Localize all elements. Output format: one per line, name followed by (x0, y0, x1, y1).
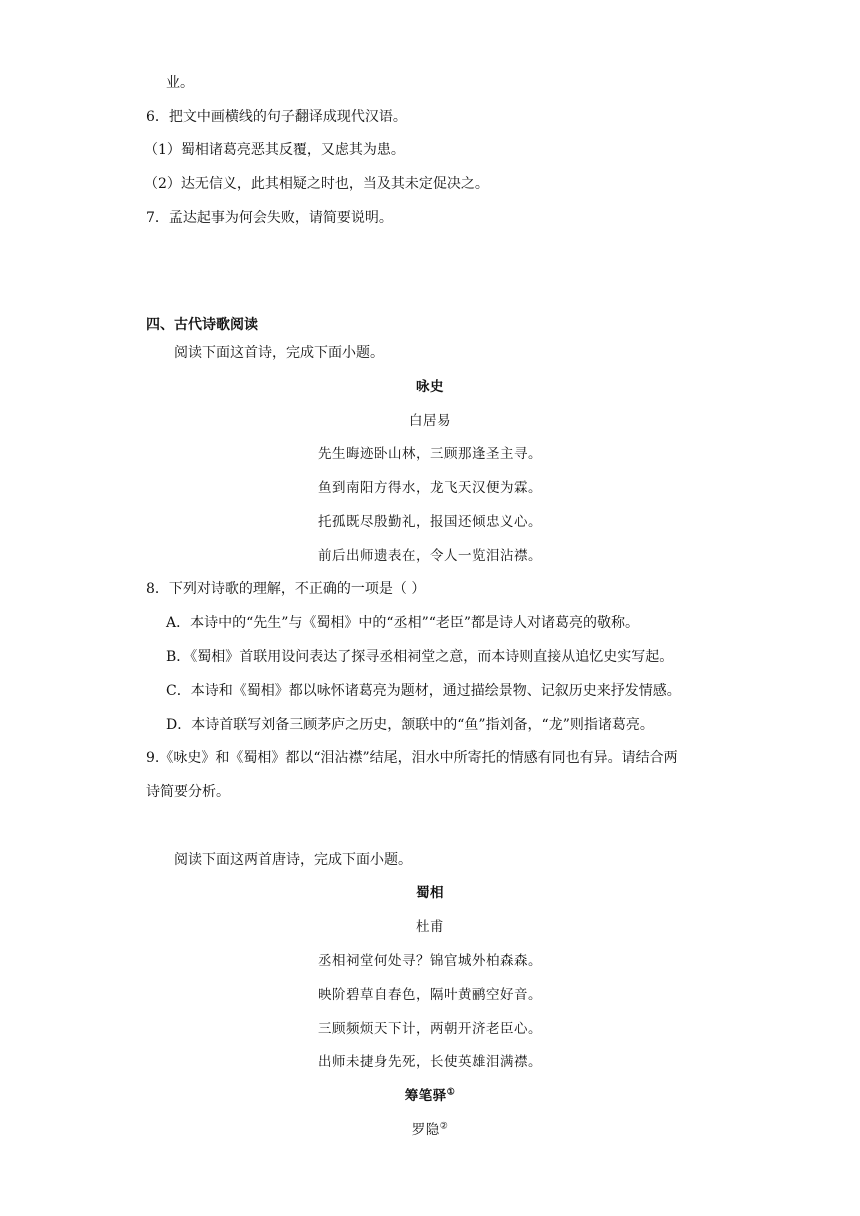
poem-2-intro: 阅读下面这两首唐诗，完成下面小题。 (174, 852, 412, 868)
poem-2-line-1: 丞相祠堂何处寻？锦官城外柏森森。 (318, 953, 542, 969)
footnote-marker-2: ② (439, 1121, 449, 1132)
question-6-stem: 6．把文中画横线的句子翻译成现代汉语。 (146, 109, 407, 125)
poem-2-line-3: 三顾频烦天下计，两朝开济老臣心。 (318, 1021, 542, 1037)
poem-3-title (0, 1086, 860, 1106)
poem-3-title-text: 筹笔驿 (404, 1088, 447, 1104)
question-9-line-1: 9.《咏史》和《蜀相》都以“泪沾襟”结尾，泪水中所寄托的情感有同也有异。请结合两 (146, 750, 678, 766)
question-7: 7．孟达起事为何会失败，请简要说明。 (146, 210, 393, 226)
question-6-item-2: （2）达无信义，此其相疑之时也，当及其未定促决之。 (144, 176, 489, 192)
poem-1-intro: 阅读下面这首诗，完成下面小题。 (174, 345, 384, 361)
poem-1-line-1: 先生晦迹卧山林，三顾那逢圣主寻。 (318, 446, 542, 462)
top-fragment: 业。 (166, 75, 194, 91)
poem-1-title: 咏史 (416, 379, 444, 395)
question-9-line-2: 诗简要分析。 (146, 784, 230, 800)
poem-2-line-4: 出师未捷身先死，长使英雄泪满襟。 (318, 1054, 542, 1070)
poem-2-author: 杜甫 (416, 919, 444, 935)
poem-3-author-text: 罗隐 (411, 1122, 440, 1138)
question-6-item-1: （1）蜀相诸葛亮恶其反覆，又虑其为患。 (144, 142, 405, 158)
question-8-option-c: C．本诗和《蜀相》都以咏怀诸葛亮为题材，通过描绘景物、记叙历史来抒发情感。 (166, 683, 681, 699)
question-8-stem: 8．下列对诗歌的理解，不正确的一项是（ ） (146, 581, 426, 597)
footnote-marker-1: ① (446, 1087, 456, 1098)
section-4-title: 四、古代诗歌阅读 (146, 317, 258, 333)
question-8-option-b: B．《蜀相》首联用设问表达了探寻丞相祠堂之意，而本诗则直接从追忆史实写起。 (166, 649, 674, 665)
poem-2-line-2: 映阶碧草自春色，隔叶黄鹂空好音。 (318, 987, 542, 1003)
poem-3-author (0, 1120, 860, 1140)
poem-2-title: 蜀相 (416, 885, 444, 901)
question-8-option-a: A．本诗中的“先生”与《蜀相》中的“丞相”“老臣”都是诗人对诸葛亮的敬称。 (166, 615, 640, 631)
question-8-option-d: D．本诗首联写刘备三顾茅庐之历史，颔联中的“鱼”指刘备，“龙”则指诸葛亮。 (166, 717, 654, 733)
poem-1-line-2: 鱼到南阳方得水，龙飞天汉便为霖。 (318, 480, 542, 496)
poem-1-author: 白居易 (409, 413, 451, 429)
poem-1-line-4: 前后出师遗表在，令人一览泪沾襟。 (318, 548, 542, 564)
poem-1-line-3: 托孤既尽殷勤礼，报国还倾忠义心。 (318, 514, 542, 530)
